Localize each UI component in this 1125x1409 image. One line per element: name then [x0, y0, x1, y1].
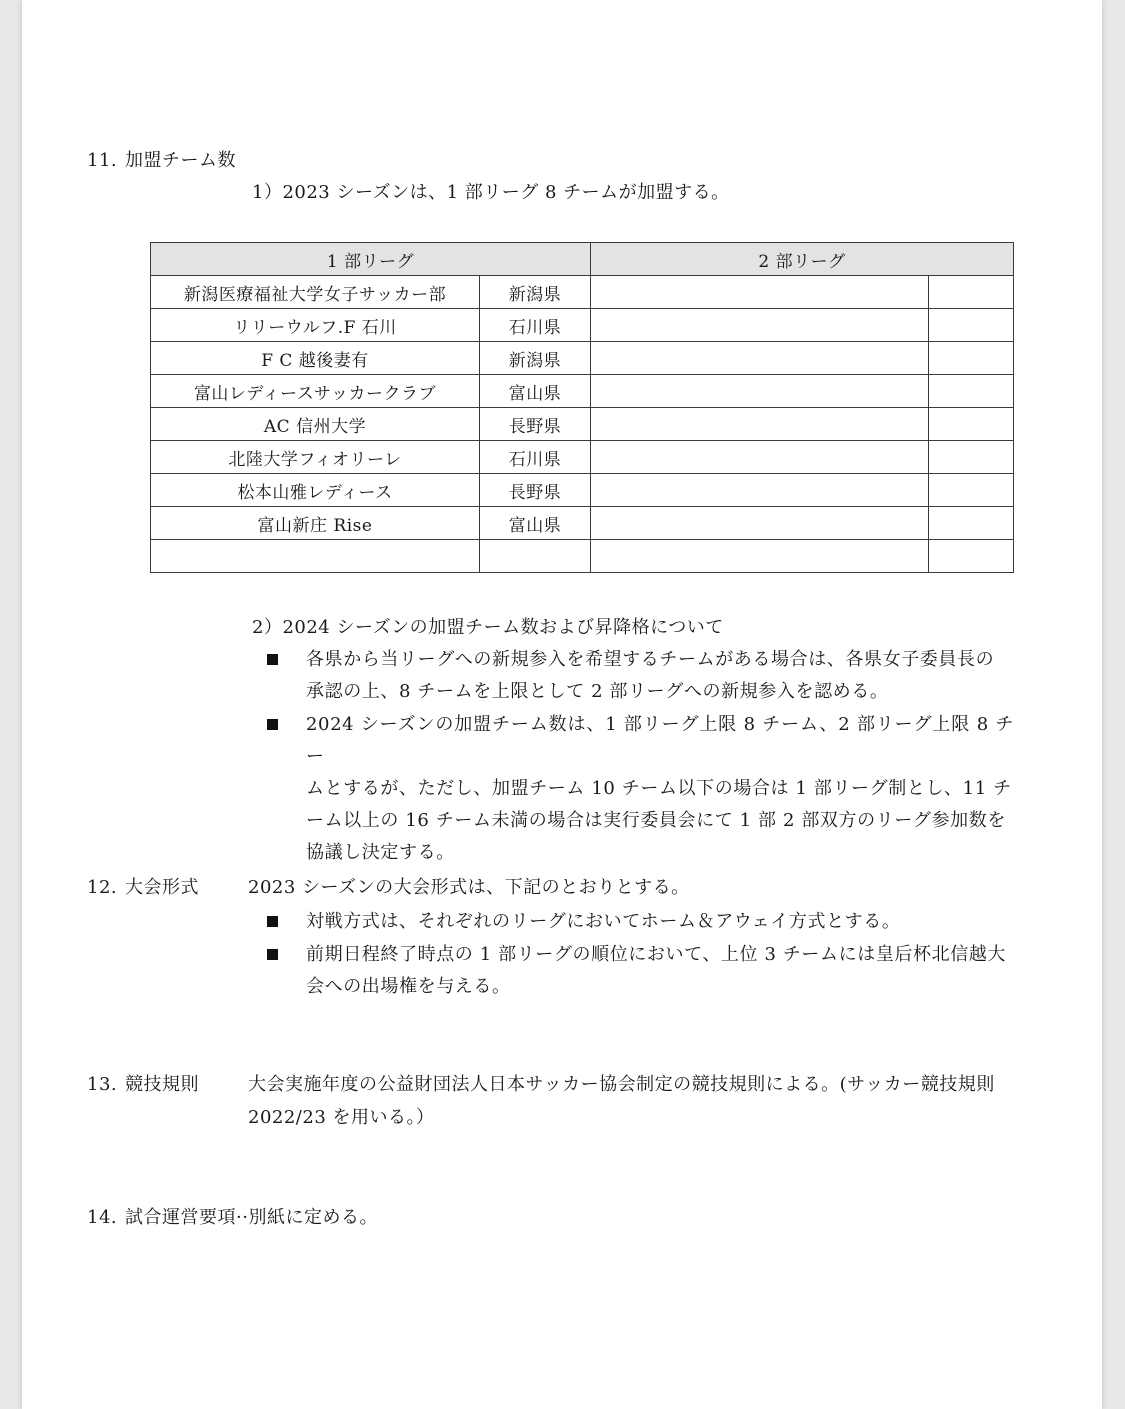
team-prefecture: 長野県: [480, 474, 591, 507]
bullet-square-icon: [267, 719, 278, 730]
bullet-text: [306, 644, 1014, 708]
league2-team-name: [591, 540, 929, 573]
league2-team-name: [591, 441, 929, 474]
bullet-line: 対戦方式は、それぞれのリーグにおいてホーム＆アウェイ方式とする。: [306, 911, 901, 932]
league2-team-name: [591, 474, 929, 507]
league2-team-prefecture: [929, 441, 1014, 474]
bullet-line: 会への出場権を与える。: [306, 976, 511, 997]
league2-team-prefecture: [929, 540, 1014, 573]
bullet-line: 前期日程終了時点の 1 部リーグの順位において、上位 3 チームには皇后杯北信越大: [306, 944, 1007, 965]
team-prefecture: 新潟県: [480, 276, 591, 309]
league2-team-name: [591, 342, 929, 375]
bullet-line: 2024 シーズンの加盟チーム数は、1 部リーグ上限 8 チーム、2 部リーグ上限 8 チー: [306, 714, 1014, 767]
league2-team-prefecture: [929, 375, 1014, 408]
bullet-text: [306, 906, 1014, 938]
header-league1: 1 部リーグ: [151, 243, 591, 276]
section-12-number: 12.: [87, 877, 118, 898]
team-prefecture: 石川県: [480, 441, 591, 474]
table-row: [151, 441, 1014, 474]
section-12-title: 大会形式: [125, 877, 199, 898]
team-name: 北陸大学フィオリーレ: [151, 441, 480, 474]
team-name: F C 越後妻有: [151, 342, 480, 375]
league2-team-name: [591, 507, 929, 540]
team-prefecture: 富山県: [480, 375, 591, 408]
table-row: [151, 375, 1014, 408]
section-13-title: 競技規則: [125, 1074, 199, 1095]
team-prefecture: 長野県: [480, 408, 591, 441]
team-name: リリーウルフ.F 石川: [151, 309, 480, 342]
table-header-row: [151, 243, 1014, 276]
league2-team-name: [591, 375, 929, 408]
section-13-line2: 2022/23 を用いる。）: [248, 1107, 435, 1128]
team-name: 新潟医療福祉大学女子サッカー部: [151, 276, 480, 309]
table-row: [151, 474, 1014, 507]
league2-team-prefecture: [929, 408, 1014, 441]
section-11-title: 加盟チーム数: [125, 150, 236, 171]
table-row: [151, 540, 1014, 573]
table-row: [151, 408, 1014, 441]
team-prefecture: 富山県: [480, 507, 591, 540]
league2-team-prefecture: [929, 474, 1014, 507]
section-13-line1: 大会実施年度の公益財団法人日本サッカー協会制定の競技規則による。(サッカー競技規則: [248, 1074, 995, 1095]
section-12-intro: 2023 シーズンの大会形式は、下記のとおりとする。: [248, 877, 690, 898]
team-name: 富山レディースサッカークラブ: [151, 375, 480, 408]
league2-team-prefecture: [929, 342, 1014, 375]
section-11-sub2: 2）2024 シーズンの加盟チーム数および昇降格について: [252, 617, 724, 638]
bullet-line: 協議し決定する。: [306, 842, 455, 863]
section-11-sub1: 1）2023 シーズンは、1 部リーグ 8 チームが加盟する。: [252, 182, 730, 203]
league-table: [150, 242, 1014, 573]
section-13-number: 13.: [87, 1074, 118, 1095]
bullet-line: ーム以上の 16 チーム未満の場合は実行委員会にて 1 部 2 部双方のリーグ参加数を: [306, 810, 1006, 831]
team-name: 富山新庄 Rise: [151, 507, 480, 540]
bullet-line: 承認の上、8 チームを上限として 2 部リーグへの新規参入を認める。: [306, 681, 889, 702]
section-14-text: 試合運営要項··別紙に定める。: [125, 1207, 378, 1228]
team-name: 松本山雅レディース: [151, 474, 480, 507]
league2-team-name: [591, 408, 929, 441]
team-name: [151, 540, 480, 573]
section-14-number: 14.: [87, 1207, 118, 1228]
bullet-square-icon: [267, 916, 278, 927]
bullet-line: ムとするが、ただし、加盟チーム 10 チーム以下の場合は 1 部リーグ制とし、11 チ: [306, 778, 1012, 799]
team-name: AC 信州大学: [151, 408, 480, 441]
bullet-square-icon: [267, 949, 278, 960]
bullet-text: [306, 939, 1014, 1003]
league2-team-name: [591, 276, 929, 309]
league2-team-name: [591, 309, 929, 342]
table-row: [151, 342, 1014, 375]
league2-team-prefecture: [929, 507, 1014, 540]
table-row: [151, 276, 1014, 309]
table-row: [151, 507, 1014, 540]
header-league2: 2 部リーグ: [591, 243, 1014, 276]
bullet-square-icon: [267, 654, 278, 665]
table-row: [151, 309, 1014, 342]
league2-team-prefecture: [929, 309, 1014, 342]
section-11-number: 11.: [87, 150, 118, 171]
team-prefecture: 石川県: [480, 309, 591, 342]
team-prefecture: [480, 540, 591, 573]
bullet-text: [306, 709, 1014, 869]
league2-team-prefecture: [929, 276, 1014, 309]
team-prefecture: 新潟県: [480, 342, 591, 375]
bullet-line: 各県から当リーグへの新規参入を希望するチームがある場合は、各県女子委員長の: [306, 649, 995, 670]
